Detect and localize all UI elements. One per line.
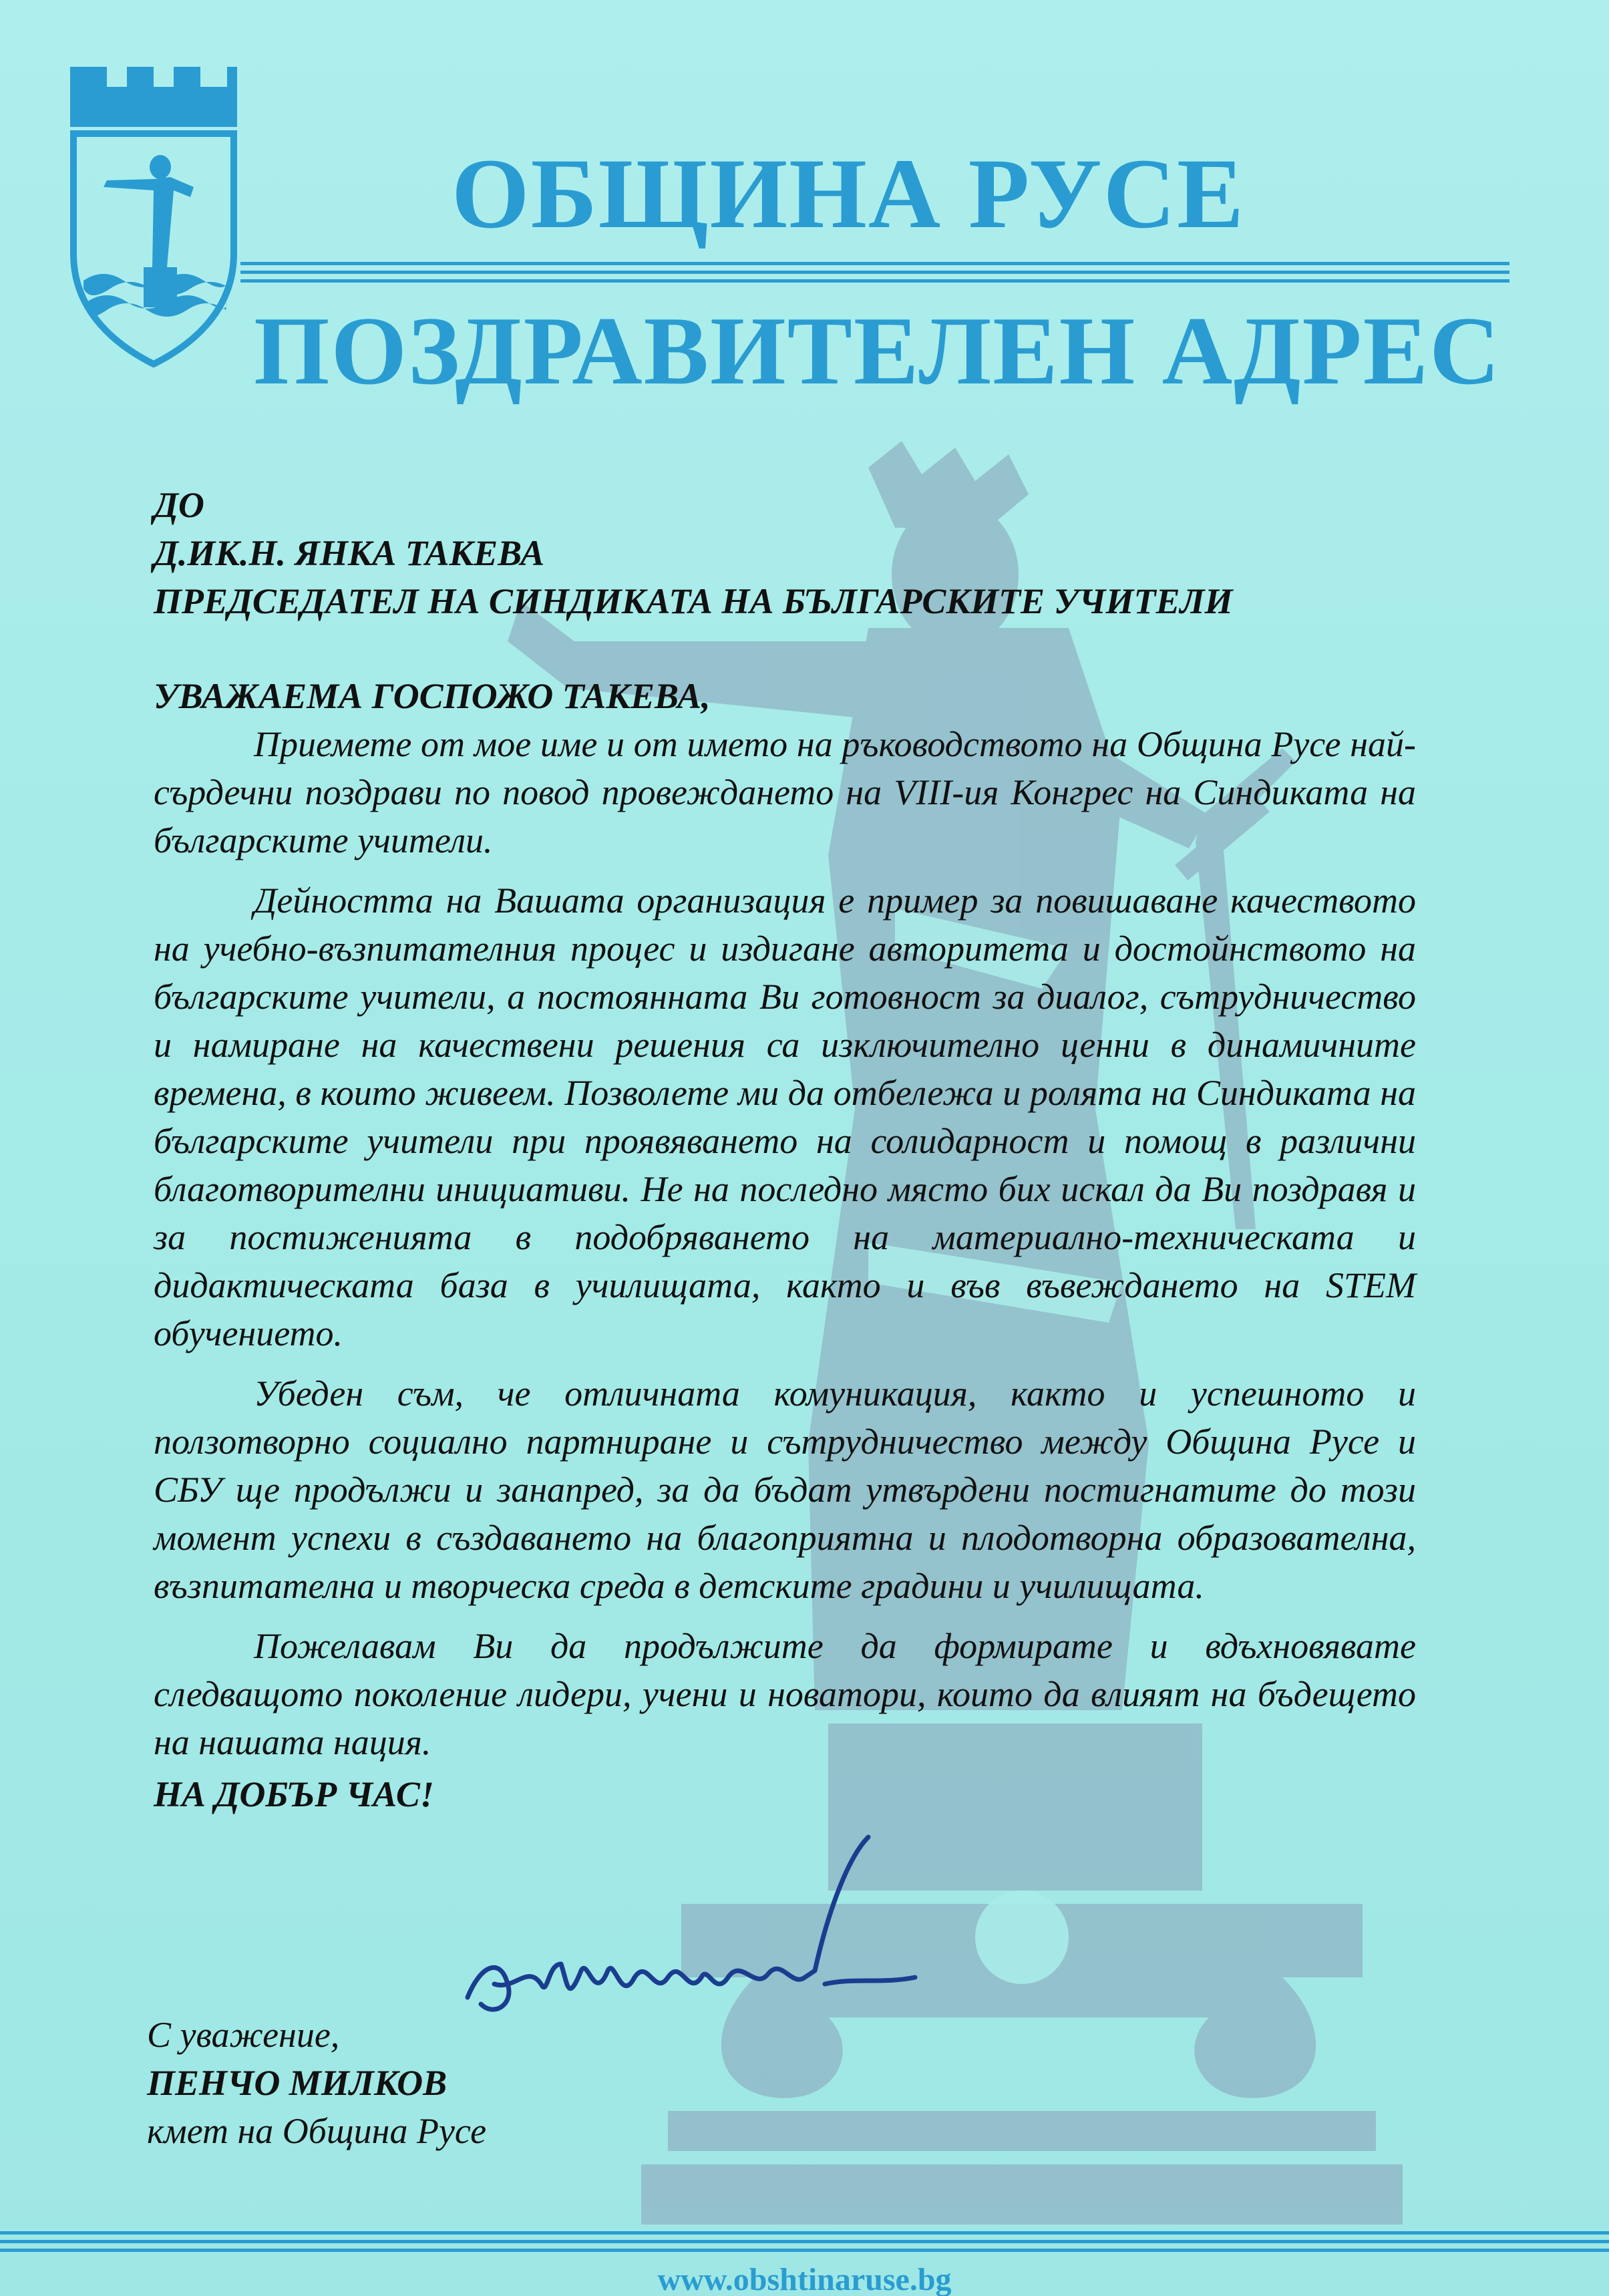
sign-off xyxy=(147,2011,948,2155)
recipient-to: ДО xyxy=(154,485,204,525)
signatory-name: ПЕНЧО МИЛКОВ xyxy=(147,2063,448,2103)
header-rule-3 xyxy=(240,279,1509,283)
ruse-coat-of-arms-icon xyxy=(67,53,240,367)
header-rule-1 xyxy=(240,262,1509,265)
signatory-title: кмет на Община Русе xyxy=(147,2111,487,2151)
salutation: УВАЖАЕМА ГОСПОЖО ТАКЕВА, xyxy=(154,676,711,716)
letter-paragraph-1: Приемете от мое име и от името на ръководството на Община Русе най-сърдечни поздрави по повод провеждането на VIII-ия Конгрес на Синдиката на българските учители. xyxy=(154,724,1416,860)
letter-paragraph-3: Убеден съм, че отличната комуникация, както и успешното и ползотворно социално партниране и сътрудничество между Община Русе и СБУ ще продължи и занапред, за да бъдат утвърдени постигнатите до този момент успехи в създаването на благоприятна и плодотворна образователна, възпитателна и творческа среда в детските градини и училищата. xyxy=(154,1373,1416,1606)
letter-paragraph-4: Пожелавам Ви да продължите да формирате и вдъхновявате следващото поколение лидери, учени и новатори, които да влияят на бъдещето на нашата нация. xyxy=(154,1626,1416,1762)
document-type-heading: ПОЗДРАВИТЕЛЕН АДРЕС xyxy=(254,297,1501,405)
letter-body xyxy=(154,481,1416,1818)
letter-paragraph-2: Дейността на Вашата организация е пример за повишаване качеството на учебно-възпитателния процес и издигане авторитета и достойнството на българските учители, а постоянната Ви готовност за диалог, сътрудничество и намиране на качествени решения са изключително ценни в динамичните времена, в които живеем. Позволете ми да отбележа и ролята на Синдиката на българските учители при проявяването на солидарност и помощ в различни благотворителни инициативи. Не на последно място бих искал да Ви поздравя и за постиженията в подобряването на материално-техническата и дидактическата база в училищата, както и във въвеждането на STEM обучението. xyxy=(154,880,1416,1353)
footer-rule-1 xyxy=(0,2231,1609,2235)
closing-wish: НА ДОБЪР ЧАС! xyxy=(154,1774,434,1814)
footer-rule-3 xyxy=(0,2249,1609,2252)
recipient-name: Д.ИК.Н. ЯНКА ТАКЕВА xyxy=(154,533,545,573)
municipality-title: ОБЩИНА РУСЕ xyxy=(451,138,1246,249)
footer-rule-2 xyxy=(0,2240,1609,2243)
handwritten-signature-icon xyxy=(454,1830,935,2037)
header-rule-2 xyxy=(240,271,1509,274)
recipient-position: ПРЕДСЕДАТЕЛ НА СИНДИКАТА НА БЪЛГАРСКИТЕ УЧИТЕЛИ xyxy=(154,581,1233,621)
regards-text: С уважение, xyxy=(147,2015,340,2055)
website-link[interactable]: www.obshtinaruse.bg xyxy=(657,2262,952,2296)
